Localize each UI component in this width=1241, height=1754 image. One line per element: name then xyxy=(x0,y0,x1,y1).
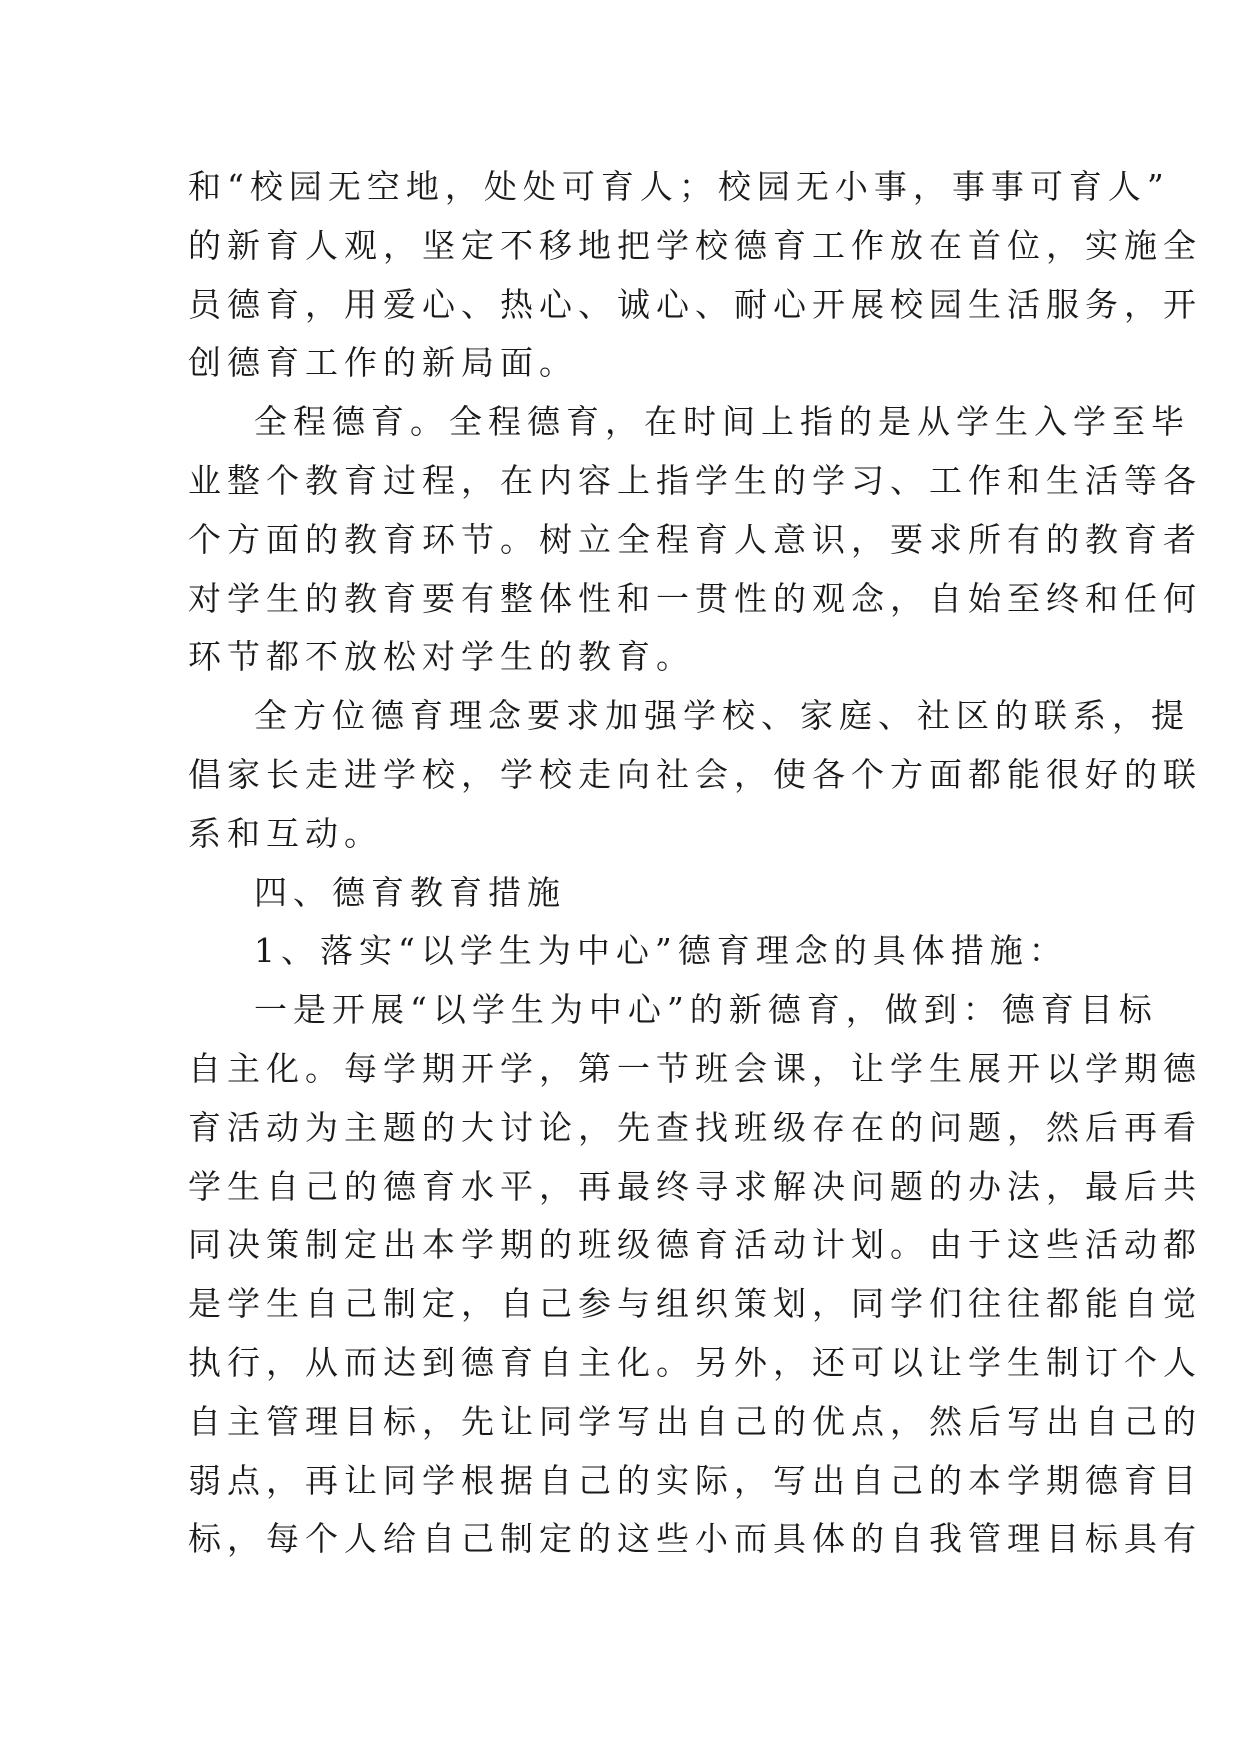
text-line: 全方位德育理念要求加强学校、家庭、社区的联系，提 xyxy=(254,696,1190,736)
text-line: 育活动为主题的大讨论，先查找班级存在的问题，然后再看 xyxy=(188,1107,1202,1147)
text-line: 全程德育。全程德育，在时间上指的是从学生入学至毕 xyxy=(254,402,1190,442)
text-line: 个方面的教育环节。树立全程育人意识，要求所有的教育者 xyxy=(188,519,1202,559)
text-line: 一是开展“以学生为中心”的新德育，做到：德育目标 xyxy=(254,990,1158,1030)
text-line: 同决策制定出本学期的班级德育活动计划。由于这些活动都 xyxy=(188,1225,1202,1265)
text-line: 标，每个人给自己制定的这些小而具体的自我管理目标具有 xyxy=(188,1519,1202,1559)
text-line: 学生自己的德育水平，再最终寻求解决问题的办法，最后共 xyxy=(188,1166,1202,1206)
text-line: 执行，从而达到德育自主化。另外，还可以让学生制订个人 xyxy=(188,1342,1202,1382)
text-line: 环节都不放松对学生的教育。 xyxy=(188,637,695,677)
text-line: 1、落实“以学生为中心”德育理念的具体措施： xyxy=(254,931,1068,971)
text-line: 员德育，用爱心、热心、诚心、耐心开展校园生活服务，开 xyxy=(188,284,1202,324)
text-line: 的新育人观，坚定不移地把学校德育工作放在首位，实施全 xyxy=(188,225,1202,265)
document-body xyxy=(188,158,1202,1569)
text-line: 倡家长走进学校，学校走向社会，使各个方面都能很好的联 xyxy=(188,754,1202,794)
text-line: 对学生的教育要有整体性和一贯性的观念，自始至终和任何 xyxy=(188,578,1202,618)
text-line: 自主管理目标，先让同学写出自己的优点，然后写出自己的 xyxy=(188,1401,1202,1441)
text-line: 是学生自己制定，自己参与组织策划，同学们往往都能自觉 xyxy=(188,1284,1202,1324)
text-line: 四、德育教育措施 xyxy=(254,872,566,912)
text-line: 创德育工作的新局面。 xyxy=(188,343,578,383)
text-line: 弱点，再让同学根据自己的实际，写出自己的本学期德育目 xyxy=(188,1460,1202,1500)
text-line: 系和互动。 xyxy=(188,813,383,853)
text-line: 和“校园无空地，处处可育人；校园无小事，事事可育人” xyxy=(188,167,1170,206)
text-line: 业整个教育过程，在内容上指学生的学习、工作和生活等各 xyxy=(188,460,1202,500)
text-line: 自主化。每学期开学，第一节班会课，让学生展开以学期德 xyxy=(188,1048,1202,1088)
